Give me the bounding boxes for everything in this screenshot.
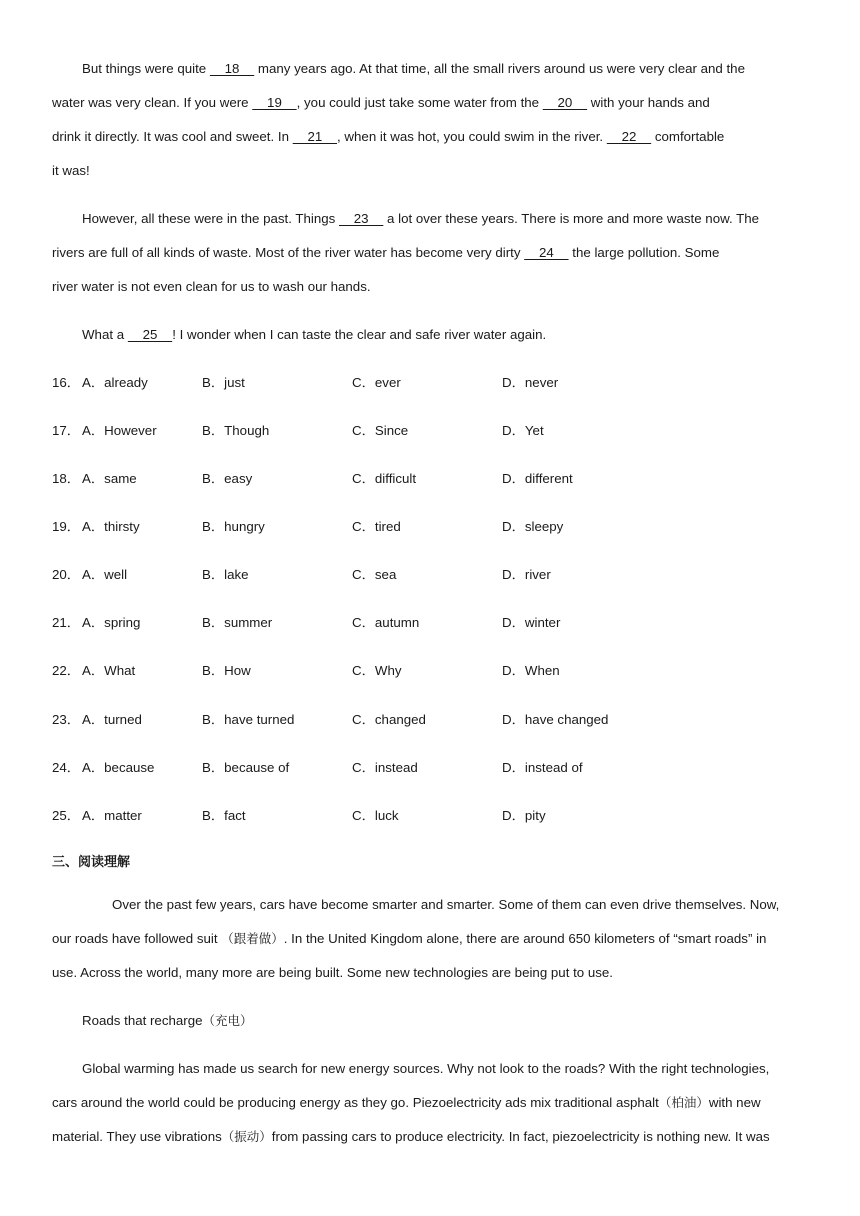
passage-line [52, 94, 710, 112]
text: a lot over these years. There is more and more waste now. The [383, 211, 760, 226]
question-number: 23． [52, 712, 81, 727]
question-number: 18． [52, 471, 81, 486]
option-c: C．autumn [352, 615, 420, 630]
text: with your hands and [587, 95, 710, 110]
option-c: C．Since [352, 423, 409, 438]
passage-line: it was! [52, 163, 90, 178]
reading-line [52, 1094, 761, 1112]
text: What a [82, 327, 128, 342]
blank-18: 18 [209, 61, 255, 76]
text: But things were quite [82, 61, 210, 76]
option-d: D．instead of [502, 760, 583, 775]
option-d: D．When [502, 663, 560, 678]
option-a: A．matter [82, 808, 142, 823]
option-c: C．difficult [352, 471, 417, 486]
option-a: A．turned [82, 712, 142, 727]
passage-line [82, 326, 546, 344]
text: from passing cars to produce electricity. In fact, piezoelectricity is nothing new. It was [271, 1129, 770, 1144]
text: many years ago. At that time, all the small rivers around us were very clear and the [254, 61, 745, 76]
gloss: （跟着做） [221, 931, 284, 946]
text: comfortable [651, 129, 725, 144]
question-number: 21． [52, 615, 81, 630]
reading-line [52, 1128, 770, 1146]
text: , you could just take some water from the [296, 95, 543, 110]
option-b: B．Though [202, 423, 270, 438]
question-number: 20． [52, 567, 81, 582]
question-number: 24． [52, 760, 81, 775]
question-number: 16． [52, 375, 81, 390]
text: Roads that recharge [82, 1013, 203, 1028]
option-c: C．Why [352, 663, 402, 678]
option-a: A．same [82, 471, 137, 486]
text: the large pollution. Some [568, 245, 720, 260]
option-d: D．sleepy [502, 519, 564, 534]
passage-line [52, 244, 719, 262]
option-c: C．tired [352, 519, 401, 534]
option-c: C．luck [352, 808, 399, 823]
passage-line [82, 60, 745, 78]
blank-25: 25 [127, 327, 173, 342]
gloss: （充电） [202, 1013, 253, 1028]
gloss: （振动） [221, 1129, 272, 1144]
passage-line [82, 210, 759, 228]
blank-23: 23 [338, 211, 384, 226]
blank-21: 21 [292, 129, 338, 144]
blank-19: 19 [252, 95, 297, 110]
option-b: B．easy [202, 471, 253, 486]
reading-subheading [82, 1012, 253, 1030]
question-number: 17． [52, 423, 81, 438]
passage-line [52, 128, 724, 146]
option-d: D．Yet [502, 423, 544, 438]
option-a: A．already [82, 375, 148, 390]
option-d: D．river [502, 567, 551, 582]
option-c: C．instead [352, 760, 418, 775]
option-c: C．changed [352, 712, 426, 727]
question-number: 25． [52, 808, 81, 823]
passage-line: river water is not even clean for us to wash our hands. [52, 279, 371, 294]
option-b: B．because of [202, 760, 290, 775]
text: However, all these were in the past. Things [82, 211, 339, 226]
option-a: A．well [82, 567, 128, 582]
text: with new [708, 1095, 761, 1110]
question-number: 19． [52, 519, 81, 534]
section-title: 三、阅读理解 [52, 855, 131, 870]
option-a: A．What [82, 663, 136, 678]
blank-20: 20 [542, 95, 588, 110]
blank-24: 24 [524, 245, 569, 260]
text: . In the United Kingdom alone, there are around 650 kilometers of “smart roads” in [283, 931, 767, 946]
text: our roads have followed suit [52, 931, 222, 946]
option-a: A．However [82, 423, 157, 438]
option-b: B．How [202, 663, 251, 678]
option-c: C．ever [352, 375, 401, 390]
option-c: C．sea [352, 567, 397, 582]
option-b: B．just [202, 375, 245, 390]
option-d: D．different [502, 471, 573, 486]
option-a: A．because [82, 760, 155, 775]
question-number: 22． [52, 663, 81, 678]
reading-line: Over the past few years, cars have become smarter and smarter. Some of them can even drive themselves. Now, [112, 897, 780, 912]
text: cars around the world could be producing energy as they go. Piezoelectricity ads mix traditional asphalt [52, 1095, 659, 1110]
option-b: B．summer [202, 615, 273, 630]
reading-line [52, 930, 766, 948]
reading-line: use. Across the world, many more are being built. Some new technologies are being put to use. [52, 965, 614, 980]
option-d: D．winter [502, 615, 561, 630]
gloss: （柏油） [658, 1095, 709, 1110]
text: water was very clean. If you were [52, 95, 253, 110]
option-d: D．never [502, 375, 559, 390]
option-b: B．fact [202, 808, 246, 823]
text: drink it directly. It was cool and sweet. In [52, 129, 293, 144]
option-b: B．have turned [202, 712, 295, 727]
blank-22: 22 [606, 129, 652, 144]
option-d: D．pity [502, 808, 546, 823]
option-a: A．thirsty [82, 519, 140, 534]
option-a: A．spring [82, 615, 141, 630]
text: rivers are full of all kinds of waste. Most of the river water has become very dirty [52, 245, 525, 260]
option-b: B．hungry [202, 519, 265, 534]
text: ! I wonder when I can taste the clear and safe river water again. [172, 327, 547, 342]
text: material. They use vibrations [52, 1129, 222, 1144]
reading-line: Global warming has made us search for new energy sources. Why not look to the roads? With the right technologies, [82, 1061, 770, 1076]
text: , when it was hot, you could swim in the river. [337, 129, 607, 144]
option-b: B．lake [202, 567, 249, 582]
option-d: D．have changed [502, 712, 609, 727]
